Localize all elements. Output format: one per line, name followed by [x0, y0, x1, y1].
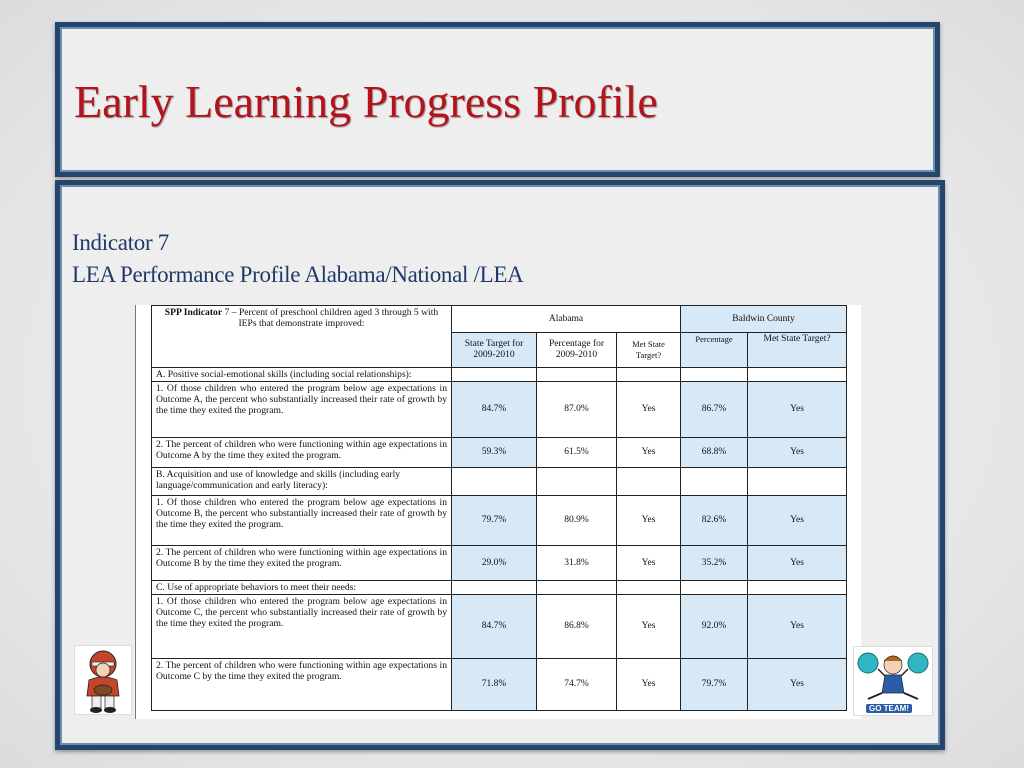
row-c1-county-percentage: 92.0%	[681, 595, 748, 659]
slide-title: Early Learning Progress Profile	[74, 76, 658, 127]
row-c1-county-met: Yes	[748, 595, 847, 659]
row-b1-percentage: 80.9%	[537, 496, 617, 546]
category-c-label: C. Use of appropriate behaviors to meet their needs:	[152, 581, 452, 595]
row-a2-description: 2. The percent of children who were functioning within age expectations in Outcome A by the time they exited the program.	[152, 438, 452, 468]
football-player-icon	[74, 645, 132, 715]
spp-indicator-text: 7 – Percent of preschool children aged 3 through 5 with IEPs that demonstrate improved:	[224, 307, 439, 329]
col-header-percentage-2009: Percentage for 2009-2010	[537, 333, 617, 368]
row-c2-county-met: Yes	[748, 659, 847, 711]
subtitle-line-profile: LEA Performance Profile Alabama/National /LEA	[72, 262, 524, 287]
col-header-state-target: State Target for 2009-2010	[452, 333, 537, 368]
title-frame	[55, 22, 940, 177]
table-row	[152, 468, 847, 496]
row-c2-state-target: 71.8%	[452, 659, 537, 711]
row-c1-description: 1. Of those children who entered the program below age expectations in Outcome C, the percent who substantially increased their rate of growth by the time they exited the program.	[152, 595, 452, 659]
table-row	[152, 368, 847, 382]
category-a-label: A. Positive social-emotional skills (including social relationships):	[152, 368, 452, 382]
row-c2-met: Yes	[617, 659, 681, 711]
row-a2-county-percentage: 68.8%	[681, 438, 748, 468]
col-header-county-met: Met State Target?	[748, 333, 847, 368]
row-b1-county-met: Yes	[748, 496, 847, 546]
row-a1-description: 1. Of those children who entered the program below age expectations in Outcome A, the percent who substantially increased their rate of growth by the time they exited the program.	[152, 382, 452, 438]
spp-indicator-cell	[152, 306, 452, 368]
row-a2-county-met: Yes	[748, 438, 847, 468]
row-c2-county-percentage: 79.7%	[681, 659, 748, 711]
row-b2-description: 2. The percent of children who were functioning within age expectations in Outcome B by the time they exited the program.	[152, 546, 452, 581]
group-header-county: Baldwin County	[681, 306, 847, 333]
slide-subtitle	[72, 227, 523, 291]
performance-table-image	[135, 305, 861, 719]
spp-indicator-label: SPP Indicator	[164, 307, 223, 318]
row-b1-county-percentage: 82.6%	[681, 496, 748, 546]
cheerleader-icon	[853, 646, 933, 716]
table-row	[152, 382, 847, 438]
col-header-county-percentage: Percentage	[681, 333, 748, 368]
row-a1-percentage: 87.0%	[537, 382, 617, 438]
row-c1-state-target: 84.7%	[452, 595, 537, 659]
row-a2-met: Yes	[617, 438, 681, 468]
row-b2-state-target: 29.0%	[452, 546, 537, 581]
content-frame	[55, 180, 945, 750]
table-header-row-1	[152, 306, 847, 333]
row-a1-county-met: Yes	[748, 382, 847, 438]
row-b1-met: Yes	[617, 496, 681, 546]
performance-table	[151, 305, 847, 711]
row-b2-percentage: 31.8%	[537, 546, 617, 581]
row-c1-met: Yes	[617, 595, 681, 659]
row-b1-description: 1. Of those children who entered the program below age expectations in Outcome B, the percent who substantially increased their rate of growth by the time they exited the program.	[152, 496, 452, 546]
row-b2-county-percentage: 35.2%	[681, 546, 748, 581]
row-a1-met: Yes	[617, 382, 681, 438]
row-a2-percentage: 61.5%	[537, 438, 617, 468]
row-c2-percentage: 74.7%	[537, 659, 617, 711]
row-a1-county-percentage: 86.7%	[681, 382, 748, 438]
subtitle-line-indicator: Indicator 7	[72, 230, 169, 255]
table-row	[152, 581, 847, 595]
table-row	[152, 496, 847, 546]
row-b1-state-target: 79.7%	[452, 496, 537, 546]
row-b2-met: Yes	[617, 546, 681, 581]
football-player-icon	[75, 646, 131, 714]
row-c2-description: 2. The percent of children who were functioning within age expectations in Outcome C by the time they exited the program.	[152, 659, 452, 711]
group-header-alabama: Alabama	[452, 306, 681, 333]
col-header-met-state: Met State Target?	[617, 333, 681, 368]
row-a2-state-target: 59.3%	[452, 438, 537, 468]
row-a1-state-target: 84.7%	[452, 382, 537, 438]
table-row	[152, 438, 847, 468]
row-c1-percentage: 86.8%	[537, 595, 617, 659]
table-row	[152, 595, 847, 659]
table-row	[152, 659, 847, 711]
row-b2-county-met: Yes	[748, 546, 847, 581]
go-team-caption: GO TEAM!	[866, 704, 912, 713]
table-row	[152, 546, 847, 581]
category-b-label: B. Acquisition and use of knowledge and skills (including early language/communication and early literacy):	[152, 468, 452, 496]
